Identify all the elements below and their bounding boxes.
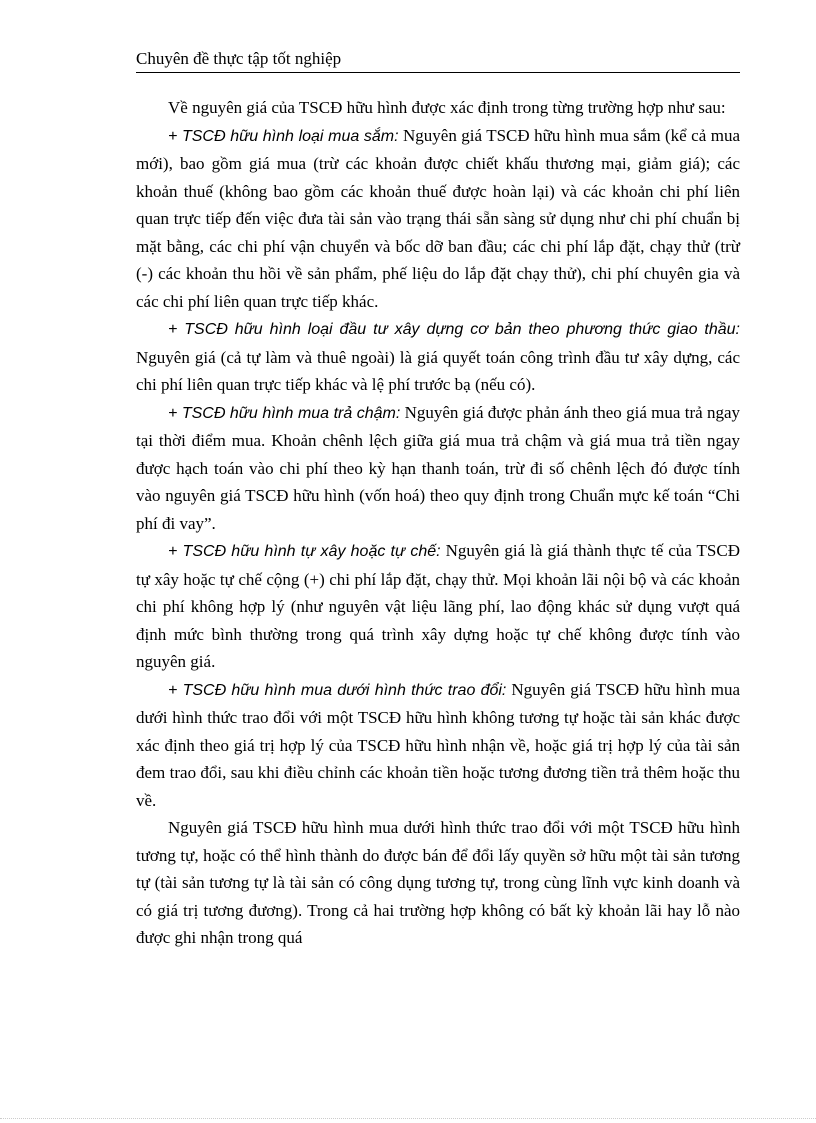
paragraph-text: Về nguyên giá của TSCĐ hữu hình được xác định trong từng trường hợp như sau: [168, 98, 726, 117]
paragraph-text: Nguyên giá TSCĐ hữu hình mua dưới hình thức trao đổi với một TSCĐ hữu hình không tương tự hoặc tài sản khác được xác định theo giá trị hợp lý của TSCĐ hữu hình nhận về, hoặc giá trị hợp lý của tài sản đem trao đổi, sau khi điều chỉnh các khoản tiền hoặc tương đương tiền trả thêm hoặc thu về. [136, 679, 740, 810]
paragraph-text: Nguyên giá (cả tự làm và thuê ngoài) là giá quyết toán công trình đầu tư xây dựng, các chi phí liên quan trực tiếp khác và lệ phí trước bạ (nếu có). [136, 347, 740, 394]
paragraph-purchase [136, 122, 740, 316]
paragraph-similar-exchange [136, 814, 740, 952]
paragraph-lead: + TSCĐ hữu hình mua dưới hình thức trao đổi: [168, 681, 507, 699]
paragraph-text: Nguyên giá là giá thành thực tế của TSCĐ tự xây hoặc tự chế cộng (+) chi phí lắp đặt, chạy thử. Mọi khoản lãi nội bộ và các khoản chi phí không hợp lý (như nguyên vật liệu lãng phí, lao động khác sử dụng vượt quá định mức bình thường trong quá trình xây dựng hoặc tự chế không được tính vào nguyên giá. [136, 541, 740, 671]
document-body [136, 94, 740, 952]
paragraph-self-built [136, 537, 740, 676]
paragraph-lead: + TSCĐ hữu hình tự xây hoặc tự chế: [168, 543, 441, 560]
page-bottom-rule [0, 1118, 816, 1121]
paragraph-intro [136, 94, 740, 122]
paragraph-lead: + TSCĐ hữu hình mua trả chậm: [168, 404, 401, 422]
paragraph-lead: + TSCĐ hữu hình loại đầu tư xây dựng cơ bản theo phương thức giao thầu: [168, 321, 740, 338]
paragraph-text: Nguyên giá TSCĐ hữu hình mua dưới hình thức trao đổi với một TSCĐ hữu hình tương tự, hoặc có thể hình thành do được bán để đổi lấy quyền sở hữu một tài sản tương tự (tài sản tương tự là tài sản có công dụng tương tự, trong cùng lĩnh vực kinh doanh và có giá trị tương đương). Trong cả hai trường hợp không có bất kỳ khoản lãi hay lỗ nào được ghi nhận trong quá [136, 818, 740, 947]
page-header [136, 48, 740, 73]
header-title: Chuyên đề thực tập tốt nghiệp [136, 49, 342, 68]
paragraph-text: Nguyên giá được phản ánh theo giá mua trả ngay tại thời điểm mua. Khoản chênh lệch giữa giá mua trả chậm và giá mua trả tiền ngay được hạch toán vào chi phí theo kỳ hạn thanh toán, trừ đi số chênh lệch đó được tính vào nguyên giá TSCĐ hữu hình (vốn hoá) theo quy định trong Chuẩn mực kế toán “Chi phí đi vay”. [136, 402, 741, 533]
paragraph-deferred-payment [136, 399, 740, 538]
paragraph-text: Nguyên giá TSCĐ hữu hình mua sắm (kể cả mua mới), bao gồm giá mua (trừ các khoản được chiết khấu thương mại, giảm giá); các khoản thuế (không bao gồm các khoản thuế được hoàn lại) và các khoản chi phí liên quan trực tiếp đến việc đưa tài sản vào trạng thái sẵn sàng sử dụng như chi phí chuẩn bị mặt bằng, các chi phí vận chuyển và bốc dỡ ban đầu; các chi phí lắp đặt, chạy thử (trừ (-) các khoản thu hồi về sản phẩm, phế liệu do lắp đặt chạy thử), chi phí chuyên gia và các chi phí liên quan trực tiếp khác. [136, 125, 740, 311]
paragraph-construction [136, 315, 740, 399]
paragraph-lead: + TSCĐ hữu hình loại mua sắm: [168, 127, 399, 145]
paragraph-exchange [136, 676, 740, 815]
